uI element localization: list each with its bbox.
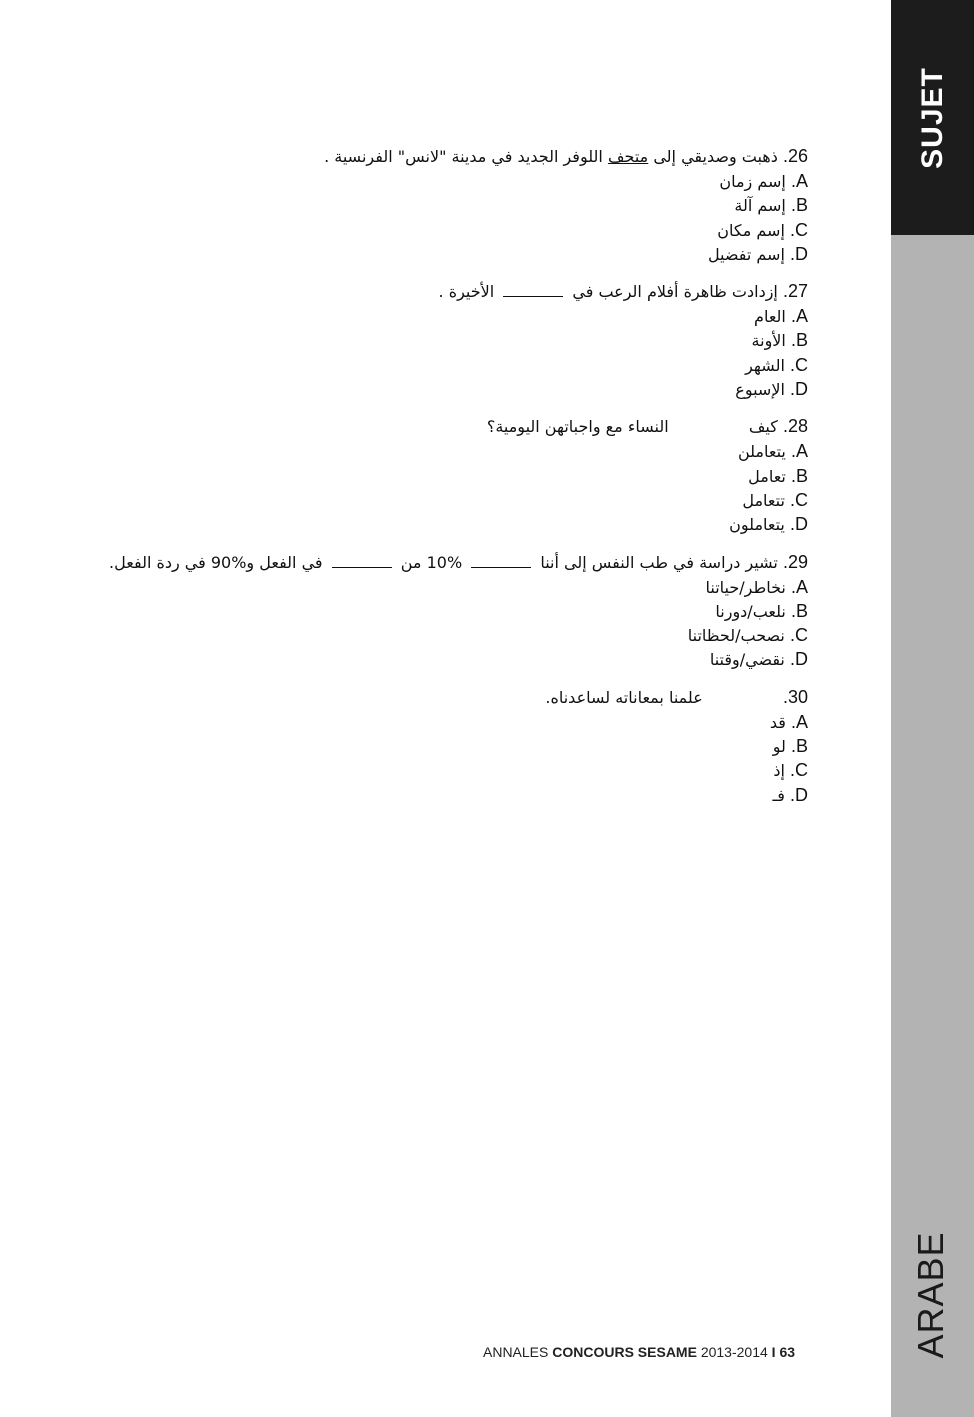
question-part: اللوفر الجديد في مدينة "لانس" الفرنسية .: [324, 147, 603, 166]
footer-title: CONCOURS SESAME: [552, 1344, 697, 1360]
option-a: A. إسم زمان: [719, 171, 808, 191]
footer-years: 2013-2014: [700, 1344, 768, 1360]
option-c: C. إسم مكان: [717, 219, 808, 240]
option-a: A. العام: [754, 306, 808, 327]
question-27: [108, 278, 808, 401]
option-c: C. تتعامل: [742, 489, 808, 510]
question-part: ذهبت وصديقي إلى: [653, 147, 778, 166]
option-b: B. إسم آلة: [734, 195, 808, 216]
question-number: 26.: [782, 146, 808, 166]
question-text: [108, 278, 808, 304]
option-b: B. لو: [772, 736, 808, 757]
question-number: 29.: [782, 551, 808, 572]
question-part: كيف: [748, 417, 778, 437]
question-26: [108, 143, 808, 266]
option-c: C. نصحب/لحظاتنا: [687, 625, 808, 646]
page-number: 63: [779, 1344, 796, 1360]
question-29: [108, 549, 808, 672]
question-part: النساء مع واجباتهن اليومية؟: [486, 417, 669, 437]
question-number: 27.: [782, 281, 808, 302]
option-a: A. يتعاملن: [737, 441, 808, 462]
option-d: D. الإسبوع: [735, 379, 808, 400]
question-28: [108, 413, 808, 536]
answer-blank: [503, 282, 563, 297]
sidebar-title: SUJET: [916, 67, 949, 169]
footer-separator: I: [771, 1344, 776, 1360]
question-number: 28.: [782, 416, 808, 437]
answer-blank: [332, 553, 392, 568]
question-part: إزدادت ظاهرة أفلام الرعب في: [572, 282, 778, 302]
page-footer: [483, 1344, 795, 1360]
option-d: D. إسم تفضيل: [707, 243, 808, 264]
option-c: C. إذ: [773, 760, 808, 781]
option-b: B. الأونة: [751, 330, 808, 351]
sidebar-subject: ARABE: [910, 1231, 951, 1359]
option-d: D. يتعاملون: [729, 514, 808, 535]
option-d: D. نقضي/وقتنا: [709, 649, 808, 670]
question-list: [108, 143, 808, 819]
question-part: تشير دراسة في طب النفس إلى أننا: [540, 552, 778, 572]
question-number: 30.: [782, 686, 808, 707]
question-text: [108, 143, 808, 169]
option-a: A. نخاطر/حياتنا: [705, 576, 808, 597]
option-b: B. تعامل: [748, 465, 808, 486]
option-a: A. قد: [769, 711, 808, 732]
question-text: [108, 413, 808, 439]
option-c: C. الشهر: [745, 354, 808, 375]
question-part: %10 من: [400, 552, 463, 572]
question-text: [108, 549, 808, 575]
answer-blank: [471, 553, 531, 568]
option-d: D. فـ: [772, 784, 808, 805]
underlined-word: متحف: [607, 147, 649, 166]
question-part: علمنا بمعاناته لساعدناه.: [545, 687, 703, 707]
option-b: B. نلعب/دورنا: [715, 600, 808, 621]
footer-prefix: ANNALES: [483, 1344, 549, 1360]
question-text: [108, 684, 808, 710]
question-part: في الفعل و%90 في ردة الفعل.: [109, 552, 323, 572]
question-30: [108, 684, 808, 807]
question-part: الأخيرة .: [438, 282, 495, 302]
